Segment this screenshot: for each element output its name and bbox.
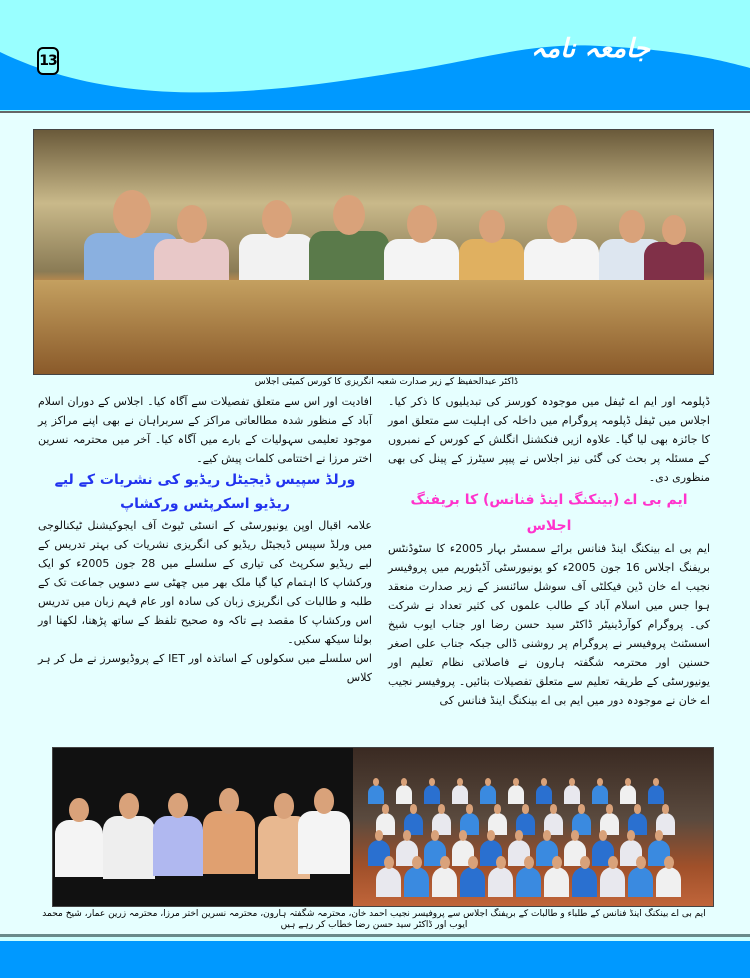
radio-workshop-heading-line1: ورلڈ سپیس ڈیجیٹل ریڈیو کی نشریات کے لیے xyxy=(54,472,356,488)
magazine-logo: جامعہ نامہ xyxy=(530,34,650,64)
meeting-table xyxy=(34,280,713,374)
bottom-photo-caption: ایم بی اے بینکنگ اینڈ فنانس کے طلباء و طالبات کے بریفنگ اجلاس سے پروفیسر نجیب احمد خان، محترمہ شگفتہ ہارون، محترمہ نسرین اختر مرزا، محترمہ زرین عمار، شیخ محمد ایوب اور ڈاکٹر سید حسن رضا خطاب کر رہے ہیں xyxy=(42,909,706,930)
radio-workshop-heading-line2: ریڈیو اسکرپٹس ورکشاپ xyxy=(120,496,290,512)
left-body-text-2: اس سلسلے میں سکولوں کے اساتذہ اور IET کے پروڈیوسرز نے مل کر ہر کلاس xyxy=(38,652,372,684)
right-column xyxy=(388,392,710,710)
committee-meeting-photo xyxy=(33,129,714,375)
footer-bar xyxy=(0,934,750,978)
mba-briefing-heading: ایم بی اے (بینکنگ اینڈ فنانس) کا بریفنگ اجلاس xyxy=(410,492,688,534)
right-intro-text: ڈپلومہ اور ایم اے ٹیفل میں موجودہ کورسز کی تبدیلیوں کا ذکر کیا۔ اجلاس میں ٹیفل ڈپلومہ پروگرام میں داخلہ کی اہلیت سے متعلق امور کا جائزہ بھی لیا گیا۔ علاوہ ازیں فنکشنل انگلش کے کورس کے نمبروں کے مسئلہ پر بحث کی گئی نیز اجلاس نے پیپر سیٹرز کے پینل کی بھی منظوری دی۔ xyxy=(388,395,710,484)
header-divider xyxy=(0,111,750,113)
right-body-text: ایم بی اے بینکنگ اینڈ فنانس برائے سمسٹر بہار 2005ء کا سٹوڈنٹس بریفنگ اجلاس 16 جون 2005ء کو یونیورسٹی آڈیٹوریم میں پروفیسر نجیب اے خان ڈین فیکلٹی آف سوشل سائنسز کے زیر صدارت منعقد ہوا جس میں اسلام آباد کے طالب علموں کی کثیر تعداد نے شرکت کی۔ پروگرام کوآرڈینیٹر ڈاکٹر سید حسن رضا اور جناب ایوب شیخ اسسٹنٹ پروفیسر نے پروگرام پر روشنی ڈالی جبکہ جناب علی اصغر حسنین اور محترمہ شگفتہ ہارون نے فاصلاتی نظام تعلیم اور یونیورسٹی کے طریقہ تعلیم سے متعلق تفصیلات بتائیں۔ پروفیسر نجیب اے خان نے موجودہ دور میں ایم بی اے بینکنگ اینڈ فنانس کی xyxy=(388,542,710,707)
left-column xyxy=(38,392,372,687)
left-body-text: علامہ اقبال اوپن یونیورسٹی کے انسٹی ٹیوٹ آف ایجوکیشنل ٹیکنالوجی میں ورلڈ سپیس ڈیجیٹل ریڈیو کی انگریزی نشریات کی بہتر تدریس کے لیے ریڈیو سکرپٹ کی تیاری کے سلسلے میں 28 جون 2005ء کو ایک ورکشاپ کا اہتمام کیا گیا ملک بھر میں چھٹی سے دسویں جماعت تک کے طلبہ و طالبات کی انگریزی زبان کی سادہ اور عام فہم زبان میں تدریس اس ورکشاپ کا مقصد ہے تاکہ وہ صحیح تلفظ کے ساتھ پڑھنا، لکھنا اور بولنا سیکھ سکیں۔ xyxy=(38,519,372,646)
page-number: 13 xyxy=(37,47,59,75)
top-photo-caption: ڈاکٹر عبدالحفیظ کے زیر صدارت شعبہ انگریزی کا کورس کمیٹی اجلاس xyxy=(254,377,518,387)
left-intro-text: افادیت اور اس سے متعلق تفصیلات سے آگاہ کیا۔ اجلاس کے دوران اسلام آباد کے منظور شدہ مطالعاتی مراکز کے سربراہان نے بھی اپنے مراکز پر موجود تعلیمی سہولیات کے بارے میں آگاہ کیا۔ آخر میں محترمہ نسرین اختر مرزا نے اختتامی کلمات پیش کیے۔ xyxy=(38,395,372,465)
briefing-session-photo xyxy=(52,747,714,907)
